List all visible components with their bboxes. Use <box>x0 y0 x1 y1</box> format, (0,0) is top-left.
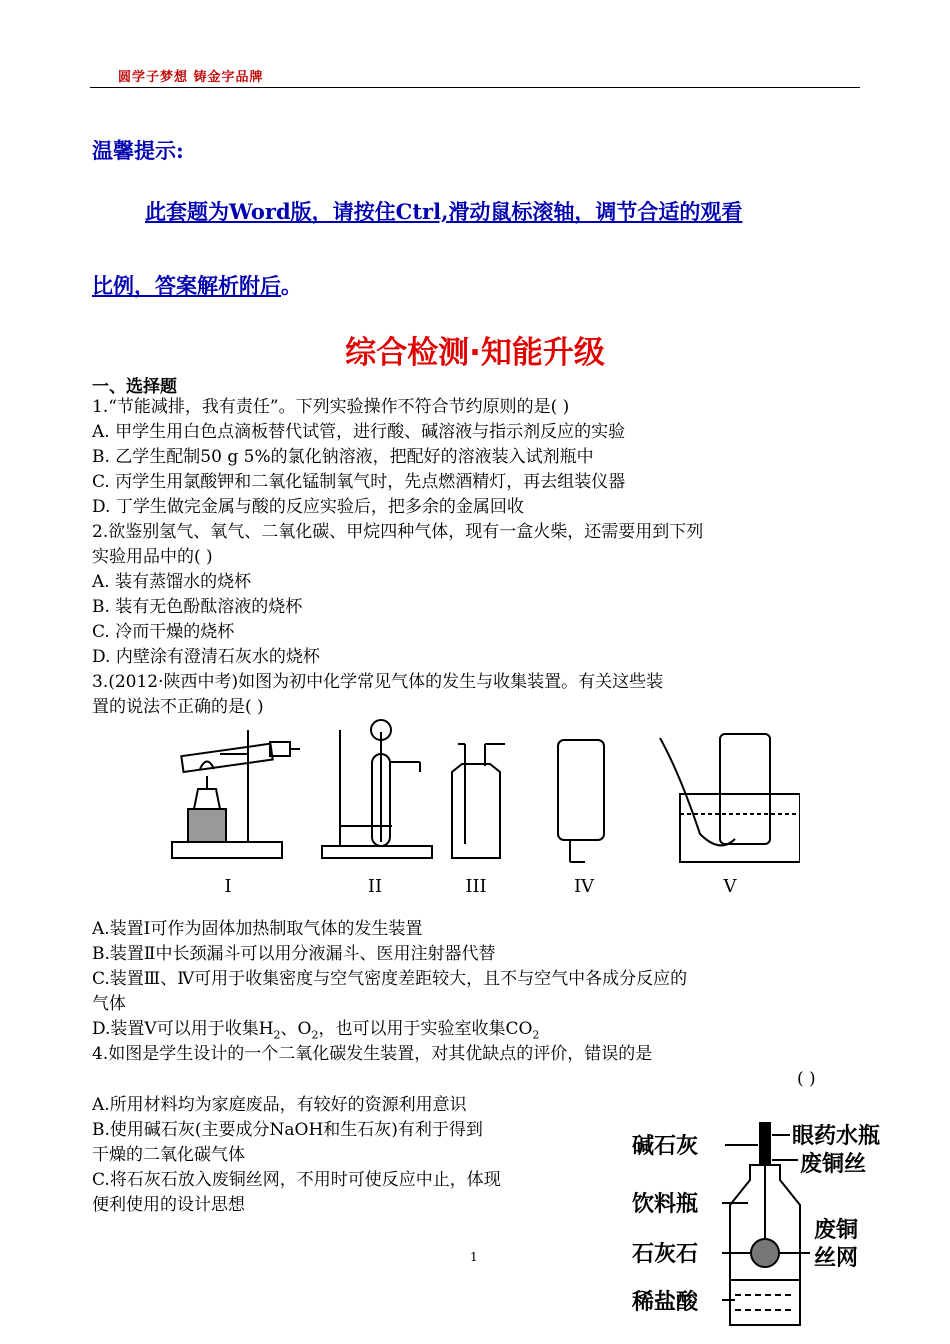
q1-option-c: C. 丙学生用氯酸钾和二氧化锰制氧气时，先点燃酒精灯，再去组装仪器 <box>92 472 626 492</box>
header-divider <box>90 87 860 88</box>
q4-option-b-1: B.使用碱石灰(主要成分NaOH和生石灰)有利于得到 <box>92 1120 483 1140</box>
fig-label-copper-mesh-2: 丝网 <box>814 1246 859 1271</box>
fig-label-drink-bottle: 饮料瓶 <box>632 1192 699 1217</box>
q1-option-b: B. 乙学生配制50 g 5%的氯化钠溶液，把配好的溶液装入试剂瓶中 <box>92 447 594 467</box>
q3-d-sub1: 2 <box>273 1028 281 1042</box>
q2-option-d: D. 内壁涂有澄清石灰水的烧杯 <box>92 647 320 667</box>
q4-option-a: A.所用材料均为家庭废品，有较好的资源利用意识 <box>92 1095 467 1115</box>
q2-stem-1: 2.欲鉴别氢气、氧气、二氧化碳、甲烷四种气体，现有一盒火柴，还需要用到下列 <box>92 522 704 542</box>
fig-label-hcl: 稀盐酸 <box>632 1290 699 1315</box>
q3-d-sub3: 2 <box>532 1028 540 1042</box>
q1-option-a: A. 甲学生用白色点滴板替代试管，进行酸、碱溶液与指示剂反应的实验 <box>92 422 626 442</box>
q1-stem: 1.“节能减排，我有责任”。下列实验操作不符合节约原则的是( ) <box>92 397 570 417</box>
q3-option-c-2: 气体 <box>92 994 126 1014</box>
q3-d-sub2: 2 <box>311 1028 319 1042</box>
tip-line-2 <box>92 270 302 300</box>
q4-co2-generator-figure <box>630 1115 890 1330</box>
q1-option-d: D. 丁学生做完金属与酸的反应实验后，把多余的金属回收 <box>92 497 524 517</box>
fig-label-copper-mesh-1: 废铜 <box>814 1218 859 1243</box>
q2-option-b: B. 装有无色酚酞溶液的烧杯 <box>92 597 303 617</box>
q3-apparatus-figure <box>160 714 800 904</box>
page-title: 综合检测·知能升级 <box>345 335 605 371</box>
fig-label-eye-bottle: 眼药水瓶 <box>792 1124 881 1149</box>
label-apparatus-4: IV <box>573 876 595 897</box>
fig-label-copper-wire: 废铜丝 <box>800 1152 867 1177</box>
tip-line-2-text: 比例，答案解析附后 <box>92 273 281 298</box>
tip-line-2-end: 。 <box>281 273 302 298</box>
tip-line-1: 此套题为Word版，请按住Ctrl,滑动鼠标滚轴，调节合适的观看 <box>145 199 743 224</box>
q2-option-c: C. 冷而干燥的烧杯 <box>92 622 235 642</box>
q3-stem-1: 3.(2012·陕西中考)如图为初中化学常见气体的发生与收集装置。有关这些装 <box>92 672 664 692</box>
q4-option-c-1: C.将石灰石放入废铜丝网，不用时可使反应中止，体现 <box>92 1170 501 1190</box>
fig-label-limestone: 石灰石 <box>632 1242 699 1267</box>
section-heading: 一、选择题 <box>92 377 177 397</box>
tip-title: 温馨提示: <box>92 138 184 163</box>
q3-option-c-1: C.装置Ⅲ、Ⅳ可用于收集密度与空气密度差距较大，且不与空气中各成分反应的 <box>92 969 688 989</box>
q4-option-b-2: 干燥的二氧化碳气体 <box>92 1145 245 1165</box>
fig-label-soda-lime: 碱石灰 <box>632 1134 699 1159</box>
q2-stem-2: 实验用品中的( ) <box>92 547 213 567</box>
q4-stem: 4.如图是学生设计的一个二氧化碳发生装置，对其优缺点的评价，错误的是 <box>92 1044 653 1064</box>
label-apparatus-3: III <box>465 876 487 897</box>
stand-base-1 <box>172 842 282 858</box>
label-apparatus-5: V <box>723 876 737 897</box>
header-brand: 圆学子梦想 铸金字品牌 <box>118 70 264 85</box>
q3-d-post: ，也可以用于实验室收集CO <box>318 1019 533 1039</box>
q2-option-a: A. 装有蒸馏水的烧杯 <box>92 572 252 592</box>
q3-option-b: B.装置Ⅱ中长颈漏斗可以用分液漏斗、医用注射器代替 <box>92 944 496 964</box>
q3-d-mid: 、O <box>280 1019 312 1039</box>
q3-d-pre: D.装置Ⅴ可以用于收集H <box>92 1019 274 1039</box>
page-number: 1 <box>470 1250 478 1264</box>
label-apparatus-2: II <box>367 876 383 897</box>
q4-option-c-2: 便利使用的设计思想 <box>92 1195 245 1215</box>
q4-answer-bracket: ( ) <box>797 1069 816 1089</box>
label-apparatus-1: I <box>224 876 232 897</box>
q3-stem-2: 置的说法不正确的是( ) <box>92 697 264 717</box>
q3-option-a: A.装置Ⅰ可作为固体加热制取气体的发生装置 <box>92 919 423 939</box>
